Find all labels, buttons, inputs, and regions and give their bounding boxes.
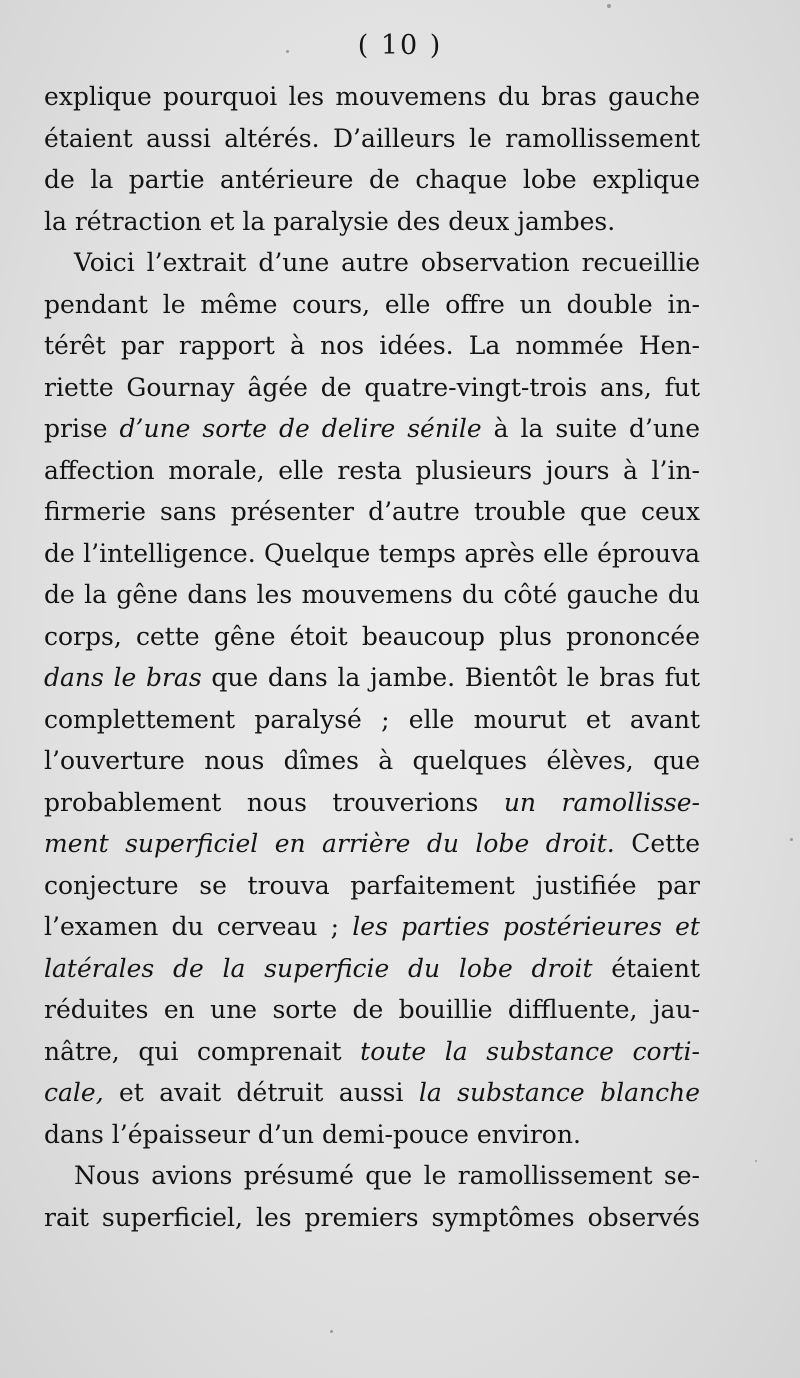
text-line: ment superficiel en arrière du lobe droit. Cette — [44, 829, 701, 858]
page-number: ( 10 ) — [357, 30, 443, 61]
paper-speck — [330, 1330, 333, 1333]
italic-phrase: ment superficiel en arrière du lobe droit. — [44, 829, 615, 858]
text-line: de l’intelligence. Quelque temps après elle éprouva — [44, 538, 700, 568]
paragraph-start-line: Voici l’extrait d’une autre observation recueillie — [74, 248, 700, 277]
text-line: réduites en une sorte de bouillie diffluente, jau- — [44, 995, 700, 1024]
italic-phrase: latérales de la superficie du lobe droit — [44, 953, 593, 983]
paper-speck — [286, 50, 289, 53]
text-line: l’ouverture nous dîmes à quelques élèves, que — [44, 746, 700, 775]
body-text — [44, 76, 700, 1238]
text-line: pendant le même cours, elle offre un double in- — [44, 289, 700, 319]
italic-phrase: toute la substance corti- — [360, 1036, 700, 1066]
paper-speck — [607, 4, 611, 8]
italic-phrase: d’une sorte de delire sénile — [119, 414, 482, 443]
text-line: de la partie antérieure de chaque lobe explique — [44, 165, 700, 194]
text-line: complettement paralysé ; elle mourut et avant — [44, 704, 700, 734]
text-line: la rétraction et la paralysie des deux jambes. — [44, 206, 616, 236]
text-line: nâtre, qui comprenait toute la substance corti- — [44, 1036, 700, 1066]
italic-phrase: les parties postérieures et — [352, 912, 700, 941]
text-line: riette Gournay âgée de quatre-vingt-trois ans, fut — [44, 372, 700, 402]
paper-speck — [755, 1160, 757, 1162]
text-line: l’examen du cerveau ; les parties postérieures et — [44, 912, 700, 941]
italic-phrase: cale, — [44, 1078, 104, 1107]
paragraph-start-line: Nous avions présumé que le ramollissement se- — [74, 1161, 700, 1190]
text-line: explique pourquoi les mouvemens du bras gauche — [44, 82, 700, 111]
text-line: corps, cette gêne étoit beaucoup plus prononcée — [44, 621, 700, 651]
text-line: dans le bras que dans la jambe. Bientôt le bras fut — [44, 663, 701, 692]
text-line: rait superficiel, les premiers symptômes observés — [44, 1202, 700, 1232]
text-line: latérales de la superficie du lobe droit étaient — [44, 953, 700, 983]
text-line: affection morale, elle resta plusieurs jours à l’in- — [44, 455, 700, 485]
text-line: cale, et avait détruit aussi la substance blanche — [44, 1078, 700, 1107]
text-line: probablement nous trouverions un ramollisse- — [44, 787, 700, 817]
text-line: de la gêne dans les mouvemens du côté gauche du — [44, 580, 700, 609]
text-line: prise d’une sorte de delire sénile à la suite d’une — [44, 414, 700, 443]
italic-phrase: un ramollisse- — [503, 787, 700, 817]
text-line: conjecture se trouva parfaitement justifiée par — [44, 870, 700, 900]
text-line: firmerie sans présenter d’autre trouble que ceux — [44, 497, 700, 526]
text-line: dans l’épaisseur d’un demi-pouce environ. — [44, 1119, 581, 1149]
paper-speck — [790, 838, 793, 841]
italic-phrase: la substance blanche — [418, 1078, 700, 1107]
text-line: térêt par rapport à nos idées. La nommée Hen- — [44, 331, 700, 360]
italic-phrase: dans le bras — [44, 663, 202, 692]
text-line: étaient aussi altérés. D’ailleurs le ramollissement — [44, 123, 700, 153]
